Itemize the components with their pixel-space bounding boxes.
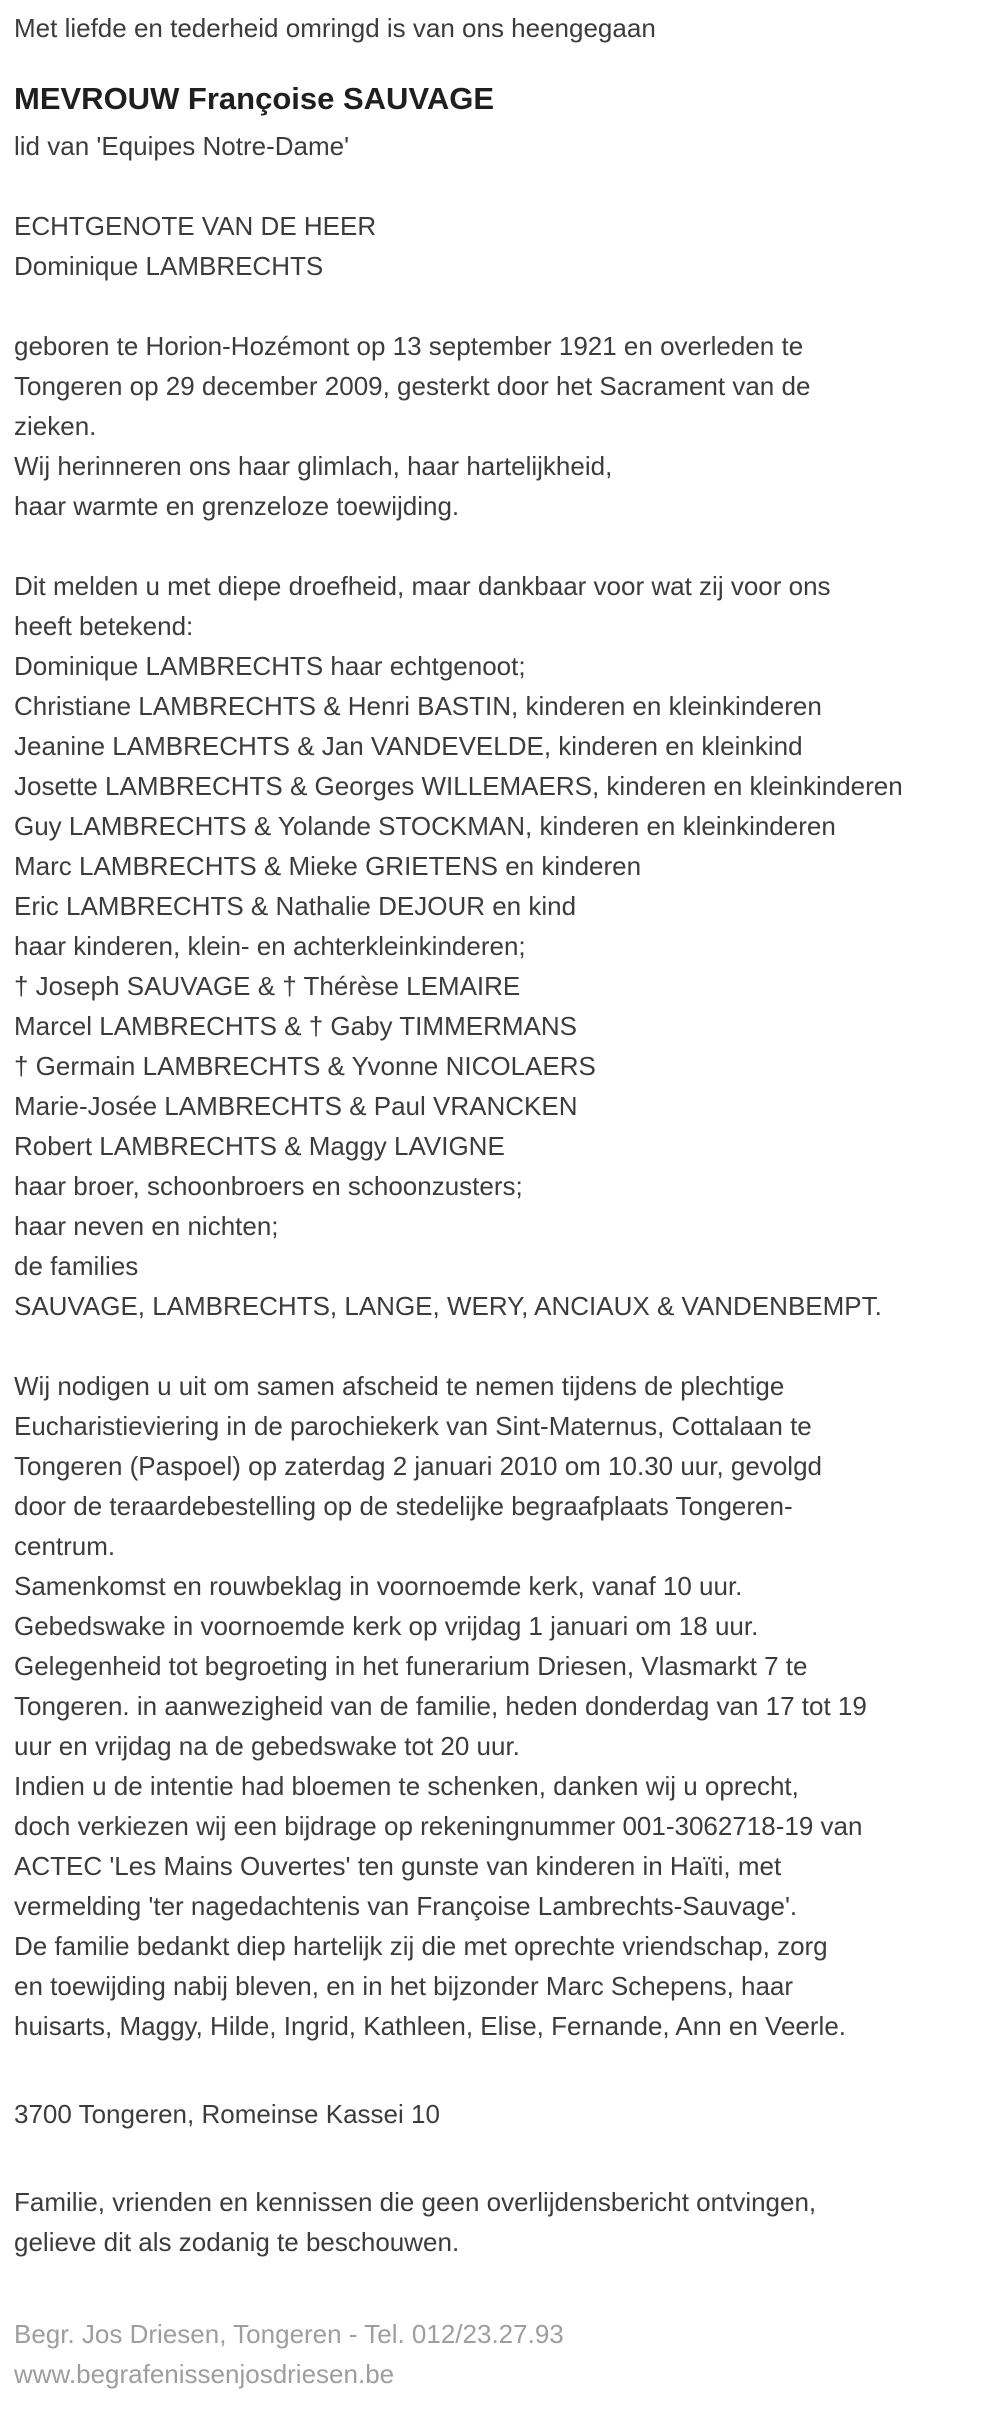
footer (14, 2314, 986, 2394)
arrangement-line: Gelegenheid tot begroeting in het funerarium Driesen, Vlasmarkt 7 te (14, 1651, 808, 1681)
arrangement-line: huisarts, Maggy, Hilde, Ingrid, Kathleen, Elise, Fernande, Ann en Veerle. (14, 2011, 846, 2041)
family-line: Christiane LAMBRECHTS & Henri BASTIN, kinderen en kleinkinderen (14, 691, 822, 721)
memorial-line: geboren te Horion-Hozémont op 13 september 1921 en overleden te (14, 331, 804, 361)
arrangement-line: en toewijding nabij bleven, en in het bijzonder Marc Schepens, haar (14, 1971, 794, 2001)
family-line: de families (14, 1251, 139, 1281)
arrangements-block (14, 1366, 986, 2046)
arrangement-line: doch verkiezen wij een bijdrage op rekeningnummer 001-3062718-19 van (14, 1811, 863, 1841)
notice-line: Familie, vrienden en kennissen die geen overlijdensbericht ontvingen, (14, 2187, 817, 2217)
family-line: Josette LAMBRECHTS & Georges WILLEMAERS, kinderen en kleinkinderen (14, 771, 903, 801)
spouse-label: ECHTGENOTE VAN DE HEER (14, 211, 377, 241)
family-line: haar neven en nichten; (14, 1211, 279, 1241)
family-line: Marie-Josée LAMBRECHTS & Paul VRANCKEN (14, 1091, 578, 1121)
arrangement-line: Indien u de intentie had bloemen te schenken, danken wij u oprecht, (14, 1771, 799, 1801)
family-line: Dominique LAMBRECHTS haar echtgenoot; (14, 651, 526, 681)
arrangement-line: centrum. (14, 1531, 116, 1561)
arrangement-line: Gebedswake in voornoemde kerk op vrijdag 1 januari om 18 uur. (14, 1611, 759, 1641)
address-line: 3700 Tongeren, Romeinse Kassei 10 (14, 2099, 440, 2129)
arrangement-line: Wij nodigen u uit om samen afscheid te nemen tijdens de plechtige (14, 1371, 785, 1401)
arrangement-line: Tongeren. in aanwezigheid van de familie, heden donderdag van 17 tot 19 (14, 1691, 867, 1721)
membership-line: lid van 'Equipes Notre-Dame' (14, 131, 350, 161)
family-line: Guy LAMBRECHTS & Yolande STOCKMAN, kinderen en kleinkinderen (14, 811, 836, 841)
family-line: Eric LAMBRECHTS & Nathalie DEJOUR en kind (14, 891, 577, 921)
family-line: Marcel LAMBRECHTS & † Gaby TIMMERMANS (14, 1011, 577, 1041)
memorial-line: zieken. (14, 411, 97, 441)
family-line: heeft betekend: (14, 611, 194, 641)
family-line: Robert LAMBRECHTS & Maggy LAVIGNE (14, 1131, 505, 1161)
arrangement-line: Tongeren (Paspoel) op zaterdag 2 januari 2010 om 10.30 uur, gevolgd (14, 1451, 823, 1481)
family-line: † Germain LAMBRECHTS & Yvonne NICOLAERS (14, 1051, 596, 1081)
arrangement-line: vermelding 'ter nagedachtenis van Françoise Lambrechts-Sauvage'. (14, 1891, 798, 1921)
arrangement-line: ACTEC 'Les Mains Ouvertes' ten gunste van kinderen in Haïti, met (14, 1851, 782, 1881)
memorial-line: Wij herinneren ons haar glimlach, haar hartelijkheid, (14, 451, 613, 481)
family-line: † Joseph SAUVAGE & † Thérèse LEMAIRE (14, 971, 521, 1001)
notice-line: gelieve dit als zodanig te beschouwen. (14, 2227, 460, 2257)
arrangement-line: door de teraardebestelling op de stedelijke begraafplaats Tongeren- (14, 1491, 793, 1521)
family-line: Dit melden u met diepe droefheid, maar dankbaar voor wat zij voor ons (14, 571, 831, 601)
deceased-name: MEVROUW Françoise SAUVAGE (14, 81, 495, 116)
family-line: SAUVAGE, LAMBRECHTS, LANGE, WERY, ANCIAUX & VANDENBEMPT. (14, 1291, 882, 1321)
spouse-block (14, 206, 986, 286)
family-line: Marc LAMBRECHTS & Mieke GRIETENS en kinderen (14, 851, 642, 881)
memorial-line: Tongeren op 29 december 2009, gesterkt door het Sacrament van de (14, 371, 811, 401)
family-line: Jeanine LAMBRECHTS & Jan VANDEVELDE, kinderen en kleinkind (14, 731, 803, 761)
family-block (14, 566, 986, 1326)
arrangement-line: Samenkomst en rouwbeklag in voornoemde kerk, vanaf 10 uur. (14, 1571, 743, 1601)
memorial-line: haar warmte en grenzeloze toewijding. (14, 491, 460, 521)
funeral-home-website-link[interactable]: www.begrafenissenjosdriesen.be (14, 2359, 395, 2389)
family-line: haar broer, schoonbroers en schoonzusters; (14, 1171, 523, 1201)
arrangement-line: Eucharistieviering in de parochiekerk van Sint-Maternus, Cottalaan te (14, 1411, 812, 1441)
arrangement-line: De familie bedankt diep hartelijk zij die met oprechte vriendschap, zorg (14, 1931, 828, 1961)
arrangement-line: uur en vrijdag na de gebedswake tot 20 uur. (14, 1731, 520, 1761)
intro-line: Met liefde en tederheid omringd is van ons heengegaan (14, 13, 656, 43)
spouse-name: Dominique LAMBRECHTS (14, 251, 324, 281)
funeral-home-line: Begr. Jos Driesen, Tongeren - Tel. 012/23.27.93 (14, 2319, 564, 2349)
family-line: haar kinderen, klein- en achterkleinkinderen; (14, 931, 526, 961)
notice-block (14, 2182, 986, 2262)
memorial-block (14, 326, 986, 526)
